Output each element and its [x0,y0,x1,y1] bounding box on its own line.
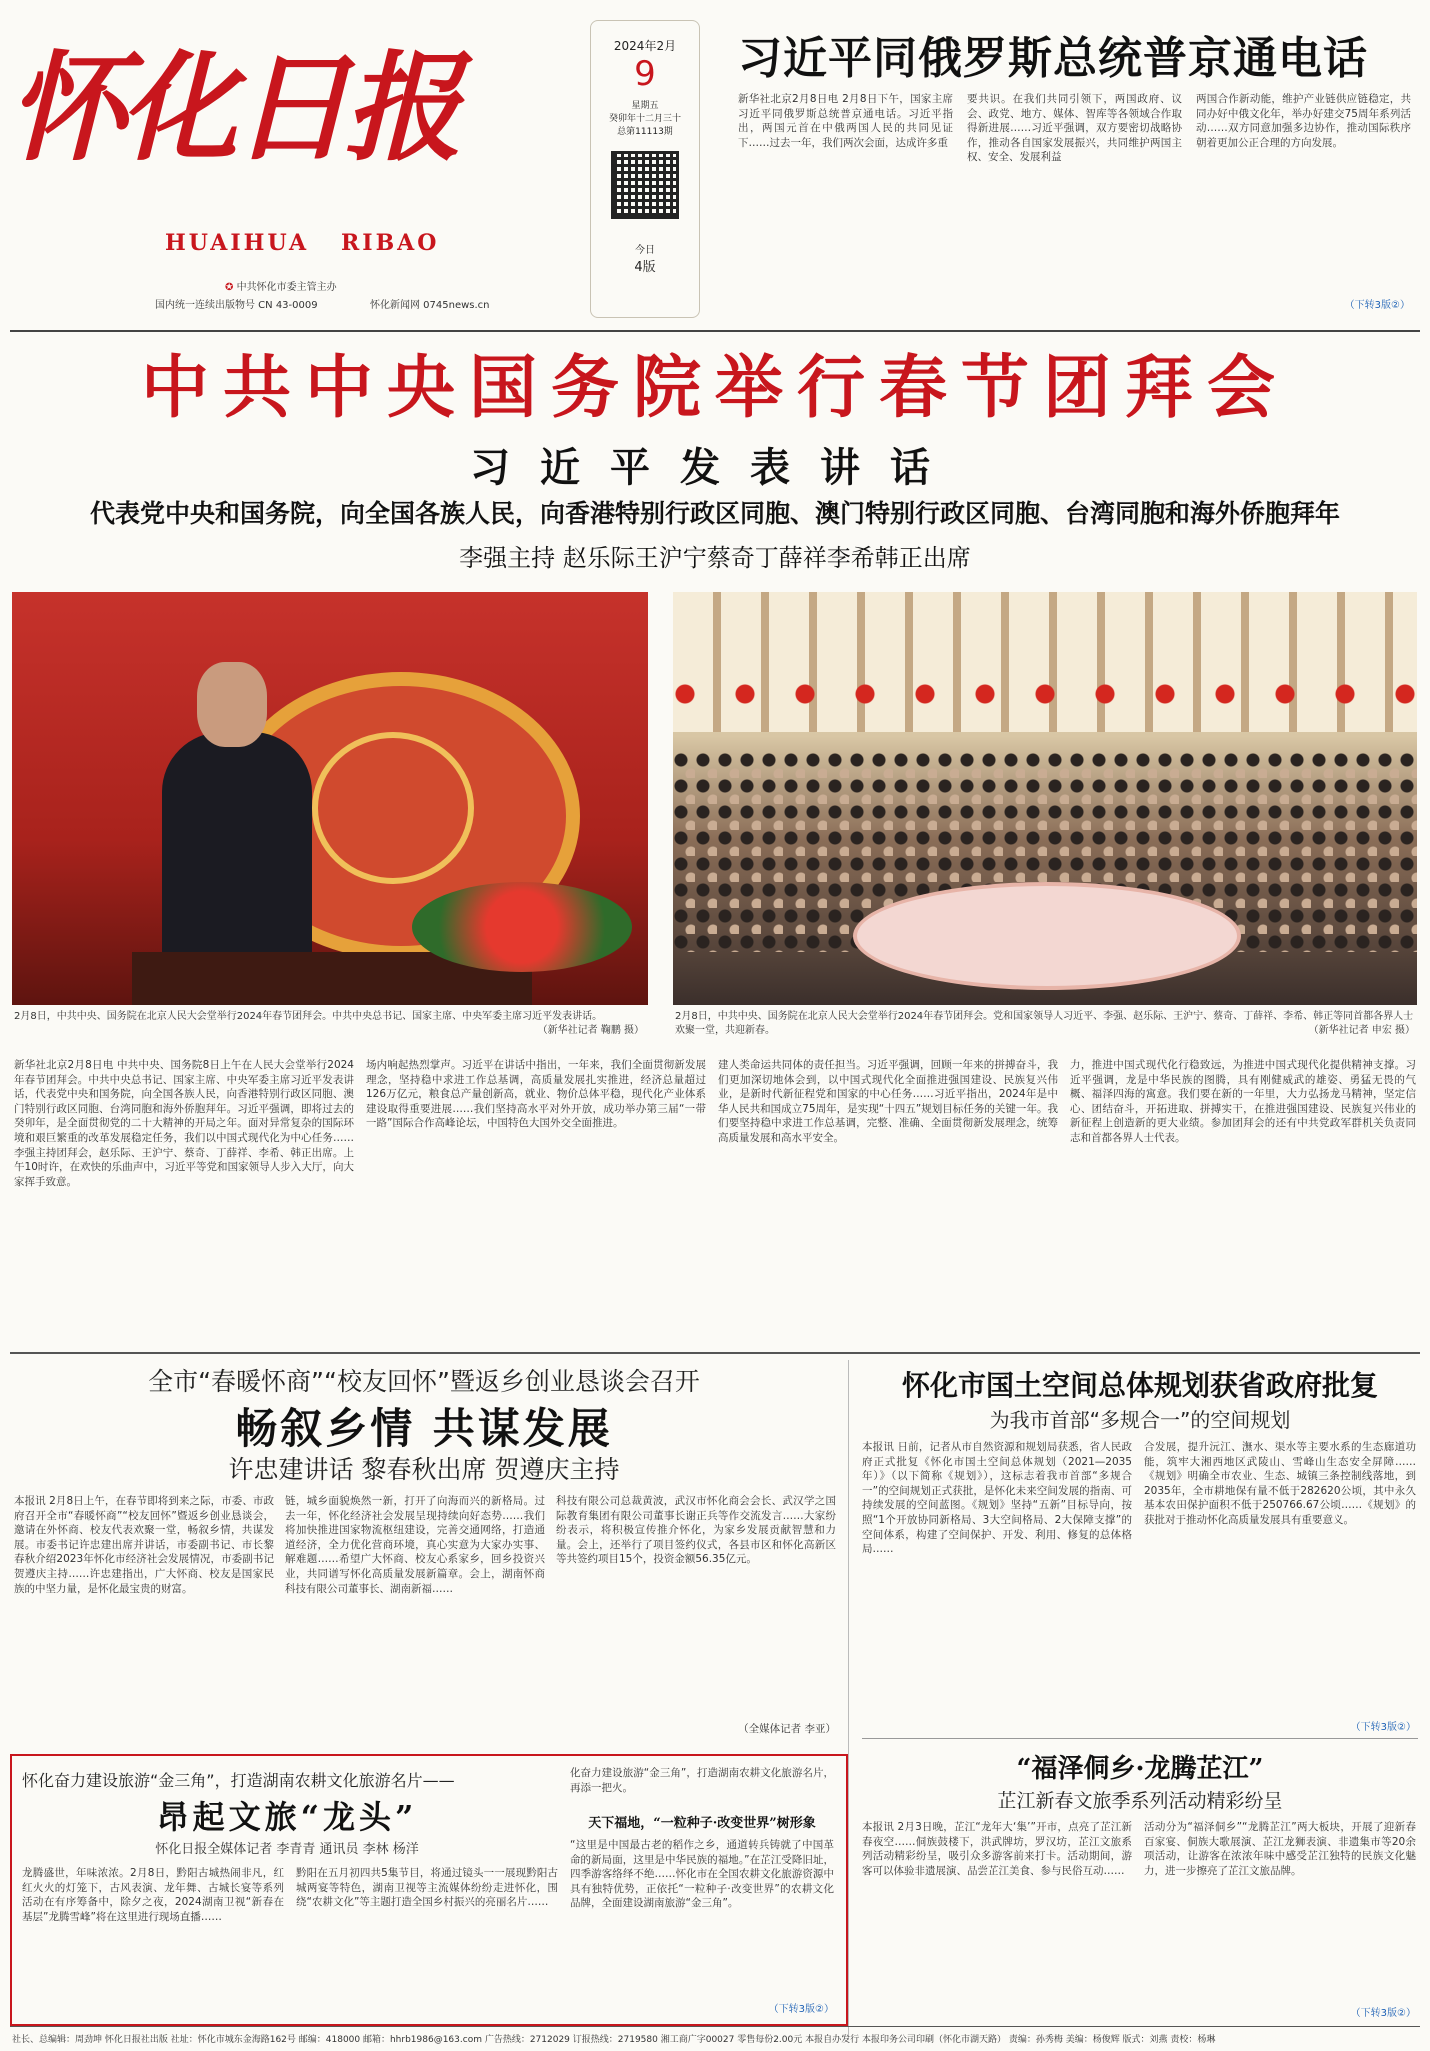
local2-subtitle: 为我市首部“多规合一”的空间规划 [989,1408,1291,1432]
photo-caption-right: 2月8日，中共中央、国务院在北京人民大会堂举行2024年春节团拜会。党和国家领导人习近平、李强、赵乐际、王沪宁、蔡奇、丁薛祥、李希、韩正等同首都各界人士欢聚一堂，共迎新春。 （新华社记者 申宏 摄） [675,1011,1415,1036]
lunar-date: 癸卯年十二月三十 [608,114,681,124]
cn-code: 国内统一连续出版物号 CN 43-0009 [155,300,318,311]
sub-headline: 习近平发表讲话 [470,444,960,491]
main-article-col-2: 场内响起热烈掌声。习近平在讲话中指出，一年来，我们全面贯彻新发展理念，坚持稳中求进工作总基调，高质量发展扎实推进，经济总量超过126万亿元，粮食总产量创新高，就业、物价总体平稳，现代化产业体系建设取得重要进展……我们坚持高水平对外开放，成功举办第三届“一带一路”国际合作高峰论坛，中国特色大国外交全面推进。 [366,1059,706,1130]
headline-line-4: 李强主持 赵乐际王沪宁蔡奇丁薛祥李希韩正出席 [459,544,971,572]
top-story-title[interactable]: 习近平同俄罗斯总统普京通电话 [738,33,1368,84]
feature-title[interactable]: 昂起文旅“龙头” [156,1798,418,1836]
main-article-col-1: 新华社北京2月8日电 中共中央、国务院8日上午在人民大会堂举行2024年春节团拜会。中共中央总书记、国家主席、中央军委主席习近平发表讲话，代表党中央和国务院，向全国各族人民，向香港特别行政区同胞、澳门特别行政区同胞、台湾同胞和海外侨胞拜年。习近平强调，即将过去的癸卯年，是全面贯彻党的二十大精神的开局之年。面对异常复杂的国际环境和艰巨繁重的改革发展稳定任务，我们以中国式现代化为中心任务……李强主持团拜会，赵乐际、王沪宁、蔡奇、丁薛祥、李希、韩正出席。上午10时许，在欢快的乐曲声中，习近平等党和国家领导人步入大厅，向大家挥手致意。 [14,1059,354,1188]
feature-kicker: 怀化奋力建设旅游“金三角”，打造湖南农耕文化旅游名片—— [22,1771,455,1790]
local1-subtitle: 许忠建讲话 黎春秋出席 贺遵庆主持 [228,1455,620,1484]
feature-byline: 怀化日报全媒体记者 李青青 通讯员 李林 杨洋 [155,1842,419,1857]
top-story-col-1: 新华社北京2月8日电 2月8日下午，国家主席习近平同俄罗斯总统普京通电话。习近平指出，两国元首在中俄两国人民的共同见证下……过去一年，我们两次会面，达成许多重 [738,93,953,149]
pages-label: 今日 [635,245,655,256]
photo-banquet[interactable] [673,592,1417,1005]
feature-col-2: 黔阳在五月初四共5集节目，将通过镜头一一展现黔阳古城两宴等特色，湖南卫视等主流媒体纷纷走进怀化，围绕“农耕文化”等主题打造全国乡村振兴的亮丽名片…… [296,1867,558,1909]
local2-col-1: 本报讯 日前，记者从市自然资源和规划局获悉，省人民政府正式批复《怀化市国土空间总体规划（2021—2035年）》（以下简称《规划》），这标志着我市首部“多规合一”的空间规划正式获批，是怀化未来空间发展的指南、可持续发展的空间蓝图。《规划》坚持“五新”目标导向，按照“1个开放协同新格局、3大空间格局、2大保障支撑”的空间体系，构建了空间保护、开发、利用、修复的总体格局…… [862,1441,1132,1556]
logo-pinyin: HUAIHUA RIBAO [165,230,440,256]
date-day: 9 [634,54,656,94]
photo-credit-left: （新华社记者 鞠鹏 摄） [537,1025,644,1036]
feature-col-3-top: 化奋力建设旅游“金三角”，打造湖南农耕文化旅游名片，再添一把火。 [570,1767,834,1794]
footer-divider [10,2026,1420,2027]
top-story-col-2: 要共识。在我们共同引领下，两国政府、议会、政党、地方、媒体、智库等各领域合作取得新进展……习近平强调，双方要密切战略协作，推动各自国家发展振兴，共同维护两国主权、安全、发展利益 [967,93,1182,164]
dragon-emblem [312,732,474,884]
main-headline[interactable]: 中共中央国务院举行春节团拜会 [140,348,1289,428]
photo-credit-right: （新华社记者 申宏 摄） [1308,1025,1415,1036]
pages-count: 4版 [634,260,656,275]
sponsor-line: ✪ 中共怀化市委主管主办 [225,282,337,293]
masthead-divider [10,330,1420,332]
qr-code[interactable] [611,151,679,219]
photo-caption-left: 2月8日，中共中央、国务院在北京人民大会堂举行2024年春节团拜会。中共中央总书记、国家主席、中央军委主席习近平发表讲话。 （新华社记者 鞠鹏 摄） [14,1011,644,1036]
feature-continue-link[interactable]: （下转3版②） [768,2004,834,2015]
hall-columns [673,592,1417,732]
local1-col-1: 本报讯 2月8日上午，在春节即将到来之际，市委、市政府召开全市“春暖怀商”“校友回怀”暨返乡创业恳谈会，邀请在外怀商、校友代表欢聚一堂，畅叙乡情，共谋发展。市委书记许忠建出席并讲话，市委副书记、市长黎春秋介绍2023年怀化市经济社会发展情况，市委副书记贺遵庆主持……许忠建指出，广大怀商、校友是国家民族的中坚力量，是怀化最宝贵的财富。 [14,1495,274,1595]
local2-continue-link[interactable]: （下转3版②） [1350,1722,1416,1733]
local2-col-2: 合发展，提升沅江、潕水、渠水等主要水系的生态廊道功能，筑牢大湘西地区武陵山、雪峰山生态安全屏障……《规划》明确全市农业、生态、城镇三条控制线落地，到2035年，全市耕地保有量不低于282620公顷，其中永久基本农田保护面积不低于250766.67公顷……《规划》的获批对于推动怀化高质量发展具有重要意义。 [1144,1441,1416,1526]
local1-credit: （全媒体记者 李亚） [738,1723,836,1735]
local1-col-2: 链，城乡面貌焕然一新，打开了向海而兴的新格局。过去一年，怀化经济社会发展呈现持续向好态势……我们将加快推进国家物流枢纽建设，完善交通网络，打造通道经济，全力优化营商环境，真心实意为大家办实事、解难题……希望广大怀商、校友心系家乡，回乡投资兴业，共同谱写怀化高质量发展新篇章。会上，湖南怀商科技有限公司董事长、湖南新福…… [285,1495,545,1595]
feature-col-1: 龙腾盛世，年味浓浓。2月8日，黔阳古城热闹非凡，红红火火的灯笼下，古风表演、龙年舞、古城长宴等系列活动在有序筹备中，除夕之夜，2024湖南卫视“新春在基层”龙腾雪峰”将在这里进行现场直播…… [22,1867,284,1923]
top-story-col-3: 两国合作新动能，维护产业链供应链稳定，共同办好中俄文化年，举办好建交75周年系列活动……双方同意加强多边协作，推动国际秩序朝着更加公正合理的方向发展。 [1196,93,1411,149]
local2-title[interactable]: 怀化市国土空间总体规划获省政府批复 [901,1369,1378,1402]
main-article-col-3: 建人类命运共同体的责任担当。习近平强调，回顾一年来的拼搏奋斗，我们更加深切地体会到，以中国式现代化全面推进强国建设、民族复兴伟业，是新时代新征程党和国家的中心任务……习近平指出，2024年是中华人民共和国成立75周年，是实现“十四五”规划目标任务的关键一年。我们要坚持稳中求进工作总基调，完整、准确、全面贯彻新发展理念，统筹高质量发展和高水平安全。 [718,1059,1058,1144]
local1-kicker: 全市“春暖怀商”“校友回怀”暨返乡创业恳谈会召开 [148,1367,700,1396]
issue-number: 总第11113期 [617,127,673,137]
masthead [0,0,1430,330]
website: 怀化新闻网 0745news.cn [370,300,490,311]
top-story-continue-link[interactable]: （下转3版②） [1344,300,1410,311]
lanterns-row [673,682,1417,706]
flowers [412,882,632,972]
logo: 怀化日报 [8,38,457,177]
feature-quote-title: 天下福地，“一粒种子·改变世界”树形象 [588,1816,816,1831]
feature-quote-text: “这里是中国最古老的稻作之乡，通道转兵铸就了中国革命的新局面，这里是中华民族的福地。”在芷江受降旧址，四季游客络绎不绝……怀化市在全国农耕文化旅游资源中具有独特优势，正依托“一粒种子·改变世界”的农耕文化品牌，全面建设湖南旅游“金三角”。 [570,1839,834,1910]
local3-subtitle: 芷江新春文旅季系列活动精彩纷呈 [997,1790,1283,1812]
local3-col-1: 本报讯 2月3日晚，芷江“龙年大‘集’”开市，点亮了芷江新春夜空……侗族鼓楼下，洪武牌坊，罗汉坊，芷江文旅系列活动精彩纷呈，吸引众多游客前来打卡。活动期间，游客可以体验非遗展演、品尝芷江美食、参与民俗互动…… [862,1821,1132,1877]
column-divider [848,1360,849,2040]
photo-speech[interactable] [12,592,648,1005]
footer-info: 社长、总编辑：周劲坤 怀化日报社出版 社址：怀化市城东金海路162号 邮编：418000 邮箱：hhrb1986@163.com 广告热线：2712029 订报热线：2719580 湘工商广字00027 零售每份2.00元 本报自办发行 本报印务公司印刷（怀化市湖天路） 责编：孙秀梅 美编：杨俊辉 版式：刘燕 责校：杨琳 [12,2035,1216,2045]
headline-line-3: 代表党中央和国务院，向全国各族人民，向香港特别行政区同胞、澳门特别行政区同胞、台湾同胞和海外侨胞拜年 [89,499,1340,528]
date-year-month: 2024年2月 [613,39,677,53]
main-article-col-4: 力，推进中国式现代化行稳致远，为推进中国式现代化提供精神支撑。习近平强调，龙是中华民族的图腾，具有刚健威武的雄姿、勇猛无畏的气概、福泽四海的寓意。我们要在新的一年里，大力弘扬龙马精神，坚定信心、团结奋斗，开拓进取、拼搏实干，在推进强国建设、民族复兴伟业的新征程上创造新的更大业绩。参加团拜会的还有中共党政军群机关负责同志和首都各界人士代表。 [1070,1059,1416,1144]
local3-continue-link[interactable]: （下转3版②） [1350,2008,1416,2019]
date-box [590,20,700,318]
round-table [853,882,1241,990]
section-divider [10,1352,1420,1354]
local3-col-2: 活动分为“福泽侗乡”“龙腾芷江”两大板块，开展了迎新春百家宴、侗族大歌展演、芷江龙狮表演、非遗集市等20余项活动，让游客在浓浓年味中感受芷江独特的民族文化魅力，进一步擦亮了芷江文旅品牌。 [1144,1821,1416,1877]
emblem-icon: ✪ [225,282,234,293]
speaker-head [197,662,267,747]
weekday: 星期五 [631,101,659,111]
local1-col-3: 科技有限公司总裁黄波，武汉市怀化商会会长、武汉学之国际教育集团有限公司董事长谢正兵等作交流发言……大家纷纷表示，将积极宣传推介怀化，为家乡发展贡献智慧和力量。会上，还举行了项目签约仪式，各县市区和怀化高新区等共签约项目15个，投资金额56.35亿元。 [556,1495,836,1566]
local3-title[interactable]: “福泽侗乡·龙腾芷江” [1016,1754,1264,1784]
local2-bottom-divider [862,1738,1418,1739]
local1-title[interactable]: 畅叙乡情 共谋发展 [235,1404,613,1453]
